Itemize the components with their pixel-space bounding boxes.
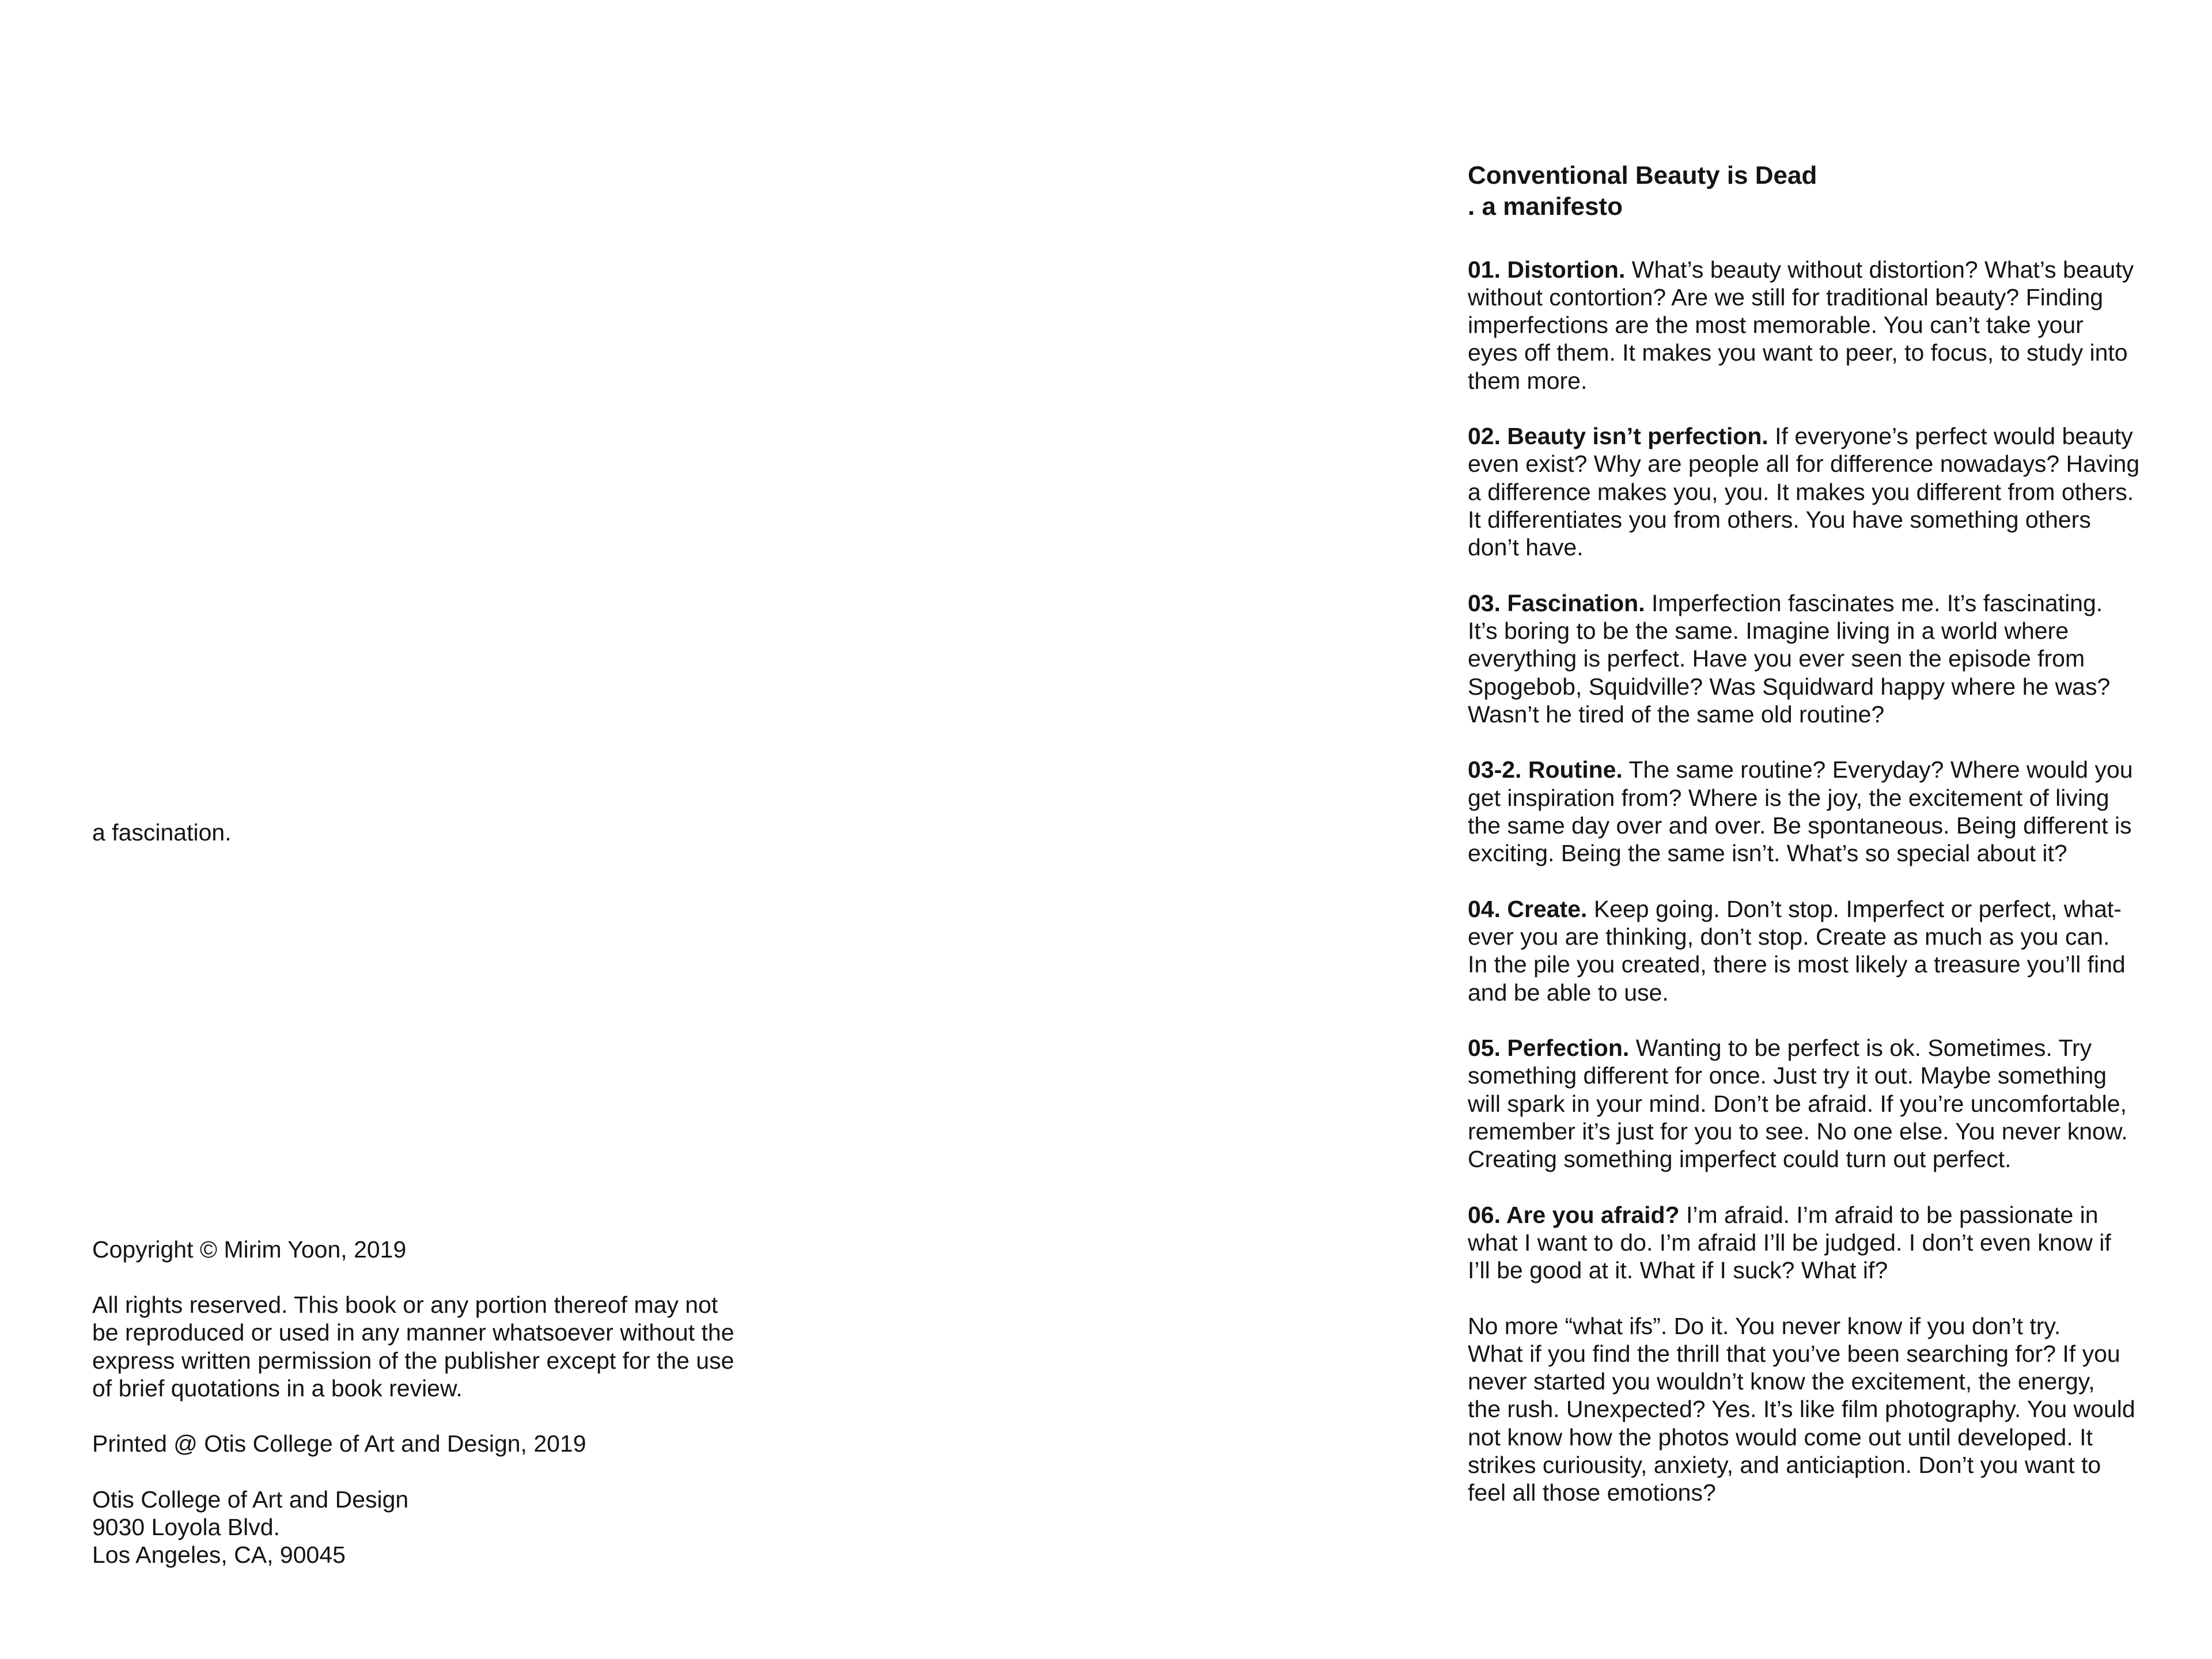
right-page [1106, 0, 2212, 1659]
section-heading: 03. Fascination. [1468, 589, 1645, 616]
section-heading: 05. Perfection. [1468, 1035, 1630, 1062]
section-text-line [1468, 589, 2159, 617]
rights-line: All rights reserved. This book or any portion thereof may not [92, 1291, 718, 1319]
section-text-line: It’s boring to be the same. Imagine living in a world where [1468, 618, 2069, 645]
section-text: Keep going. Don’t stop. Imperfect or perfect, what- [1593, 895, 2122, 922]
section-text-line: even exist? Why are people all for difference nowadays? Having [1468, 450, 2140, 478]
colophon [92, 1236, 783, 1569]
section-text-line [1468, 895, 2159, 923]
section-text: Imperfection fascinates me. It’s fascinating. [1652, 589, 2103, 616]
section-text-line: them more. [1468, 367, 1588, 394]
section-fascination [1468, 589, 2159, 728]
printed-block [92, 1430, 783, 1457]
closing-text-line: the rush. Unexpected? Yes. It’s like film photography. You would [1468, 1396, 2135, 1423]
section-text: The same routine? Everyday? Where would you [1628, 756, 2133, 783]
section-text-line: something different for once. Just try it out. Maybe something [1468, 1062, 2107, 1089]
section-text: What’s beauty without distortion? What’s beauty [1631, 256, 2134, 283]
section-text-line: In the pile you created, there is most likely a treasure you’ll find [1468, 951, 2126, 978]
section-text-line: without contortion? Are we still for traditional beauty? Finding [1468, 283, 2104, 310]
manifesto-body [1468, 256, 2159, 1507]
section-text-line [1468, 256, 2159, 283]
section-distortion [1468, 256, 2159, 395]
section-text-line: Spogebob, Squidville? Was Squidward happy where he was? [1468, 673, 2111, 700]
closing-text-line: strikes curiousity, anxiety, and anticiaption. Don’t you want to [1468, 1452, 2101, 1479]
section-create [1468, 895, 2159, 1006]
address-line: Otis College of Art and Design [92, 1486, 409, 1513]
manifesto-subtitle: . a manifesto [1468, 192, 1623, 221]
section-heading: 06. Are you afraid? [1468, 1201, 1680, 1228]
closing-text-line: feel all those emotions? [1468, 1479, 1716, 1506]
section-text-line: Wasn’t he tired of the same old routine? [1468, 700, 1885, 728]
address-block [92, 1486, 783, 1569]
section-heading: 03-2. Routine. [1468, 756, 1623, 783]
section-text-line: and be able to use. [1468, 979, 1669, 1006]
section-text: I’m afraid. I’m afraid to be passionate in [1686, 1201, 2099, 1228]
section-text-line: eyes off them. It makes you want to peer, to focus, to study into [1468, 339, 2128, 366]
section-text-line: imperfections are the most memorable. You can’t take your [1468, 312, 2084, 339]
section-text-line: what I want to do. I’m afraid I’ll be judged. I don’t even know if [1468, 1229, 2111, 1256]
address-line: Los Angeles, CA, 90045 [92, 1541, 346, 1569]
section-text-line: Creating something imperfect could turn out perfect. [1468, 1146, 2012, 1173]
section-text-line: everything is perfect. Have you ever seen the episode from [1468, 645, 2085, 672]
closing-text-line: not know how the photos would come out until developed. It [1468, 1423, 2093, 1450]
closing-text-line: What if you find the thrill that you’ve been searching for? If you [1468, 1340, 2120, 1367]
section-text: If everyone’s perfect would beauty [1775, 423, 2133, 450]
rights-block [92, 1291, 783, 1402]
section-heading: 01. Distortion. [1468, 256, 1626, 283]
copyright-line: Copyright © Mirim Yoon, 2019 [92, 1236, 407, 1263]
section-text-line [1468, 422, 2159, 450]
section-text-line: a difference makes you, you. It makes you different from others. [1468, 478, 2134, 505]
section-text-line [1468, 1034, 2159, 1062]
section-text-line: don’t have. [1468, 534, 1584, 561]
rights-line: of brief quotations in a book review. [92, 1374, 463, 1402]
section-text-line [1468, 1201, 2159, 1229]
section-text-line: It differentiates you from others. You have something others [1468, 506, 2091, 533]
section-text: Wanting to be perfect is ok. Sometimes. Try [1635, 1035, 2092, 1062]
rights-line: express written permission of the publisher except for the use [92, 1347, 734, 1374]
section-heading: 02. Beauty isn’t perfection. [1468, 423, 1768, 450]
printed-line: Printed @ Otis College of Art and Design, 2019 [92, 1430, 586, 1457]
section-perfection [1468, 1034, 2159, 1173]
rights-line: be reproduced or used in any manner whatsoever without the [92, 1319, 734, 1346]
section-text-line: remember it’s just for you to see. No one else. You never know. [1468, 1118, 2128, 1145]
section-text-line: exciting. Being the same isn’t. What’s so special about it? [1468, 840, 2067, 867]
section-text-line [1468, 756, 2159, 783]
section-are-you-afraid [1468, 1201, 2159, 1285]
section-text-line: I’ll be good at it. What if I suck? What if? [1468, 1257, 1888, 1284]
section-beauty-isnt-perfection [1468, 422, 2159, 561]
closing-text-line: No more “what ifs”. Do it. You never know if you don’t try. [1468, 1312, 2061, 1339]
manifesto-title-block [1468, 160, 2159, 222]
section-text-line: will spark in your mind. Don’t be afraid. If you’re uncomfortable, [1468, 1090, 2127, 1117]
copyright-block [92, 1236, 783, 1263]
closing-paragraph [1468, 1312, 2159, 1507]
section-text-line: get inspiration from? Where is the joy, the excitement of living [1468, 784, 2109, 811]
address-line: 9030 Loyola Blvd. [92, 1514, 280, 1541]
section-text-line: ever you are thinking, don’t stop. Create as much as you can. [1468, 923, 2110, 950]
section-text-line: the same day over and over. Be spontaneous. Being different is [1468, 812, 2132, 839]
manifesto-title: Conventional Beauty is Dead [1468, 161, 1817, 190]
section-routine [1468, 756, 2159, 867]
closing-text-line: never started you wouldn’t know the excitement, the energy, [1468, 1368, 2095, 1395]
section-heading: 04. Create. [1468, 895, 1588, 922]
tagline: a fascination. [92, 819, 232, 846]
